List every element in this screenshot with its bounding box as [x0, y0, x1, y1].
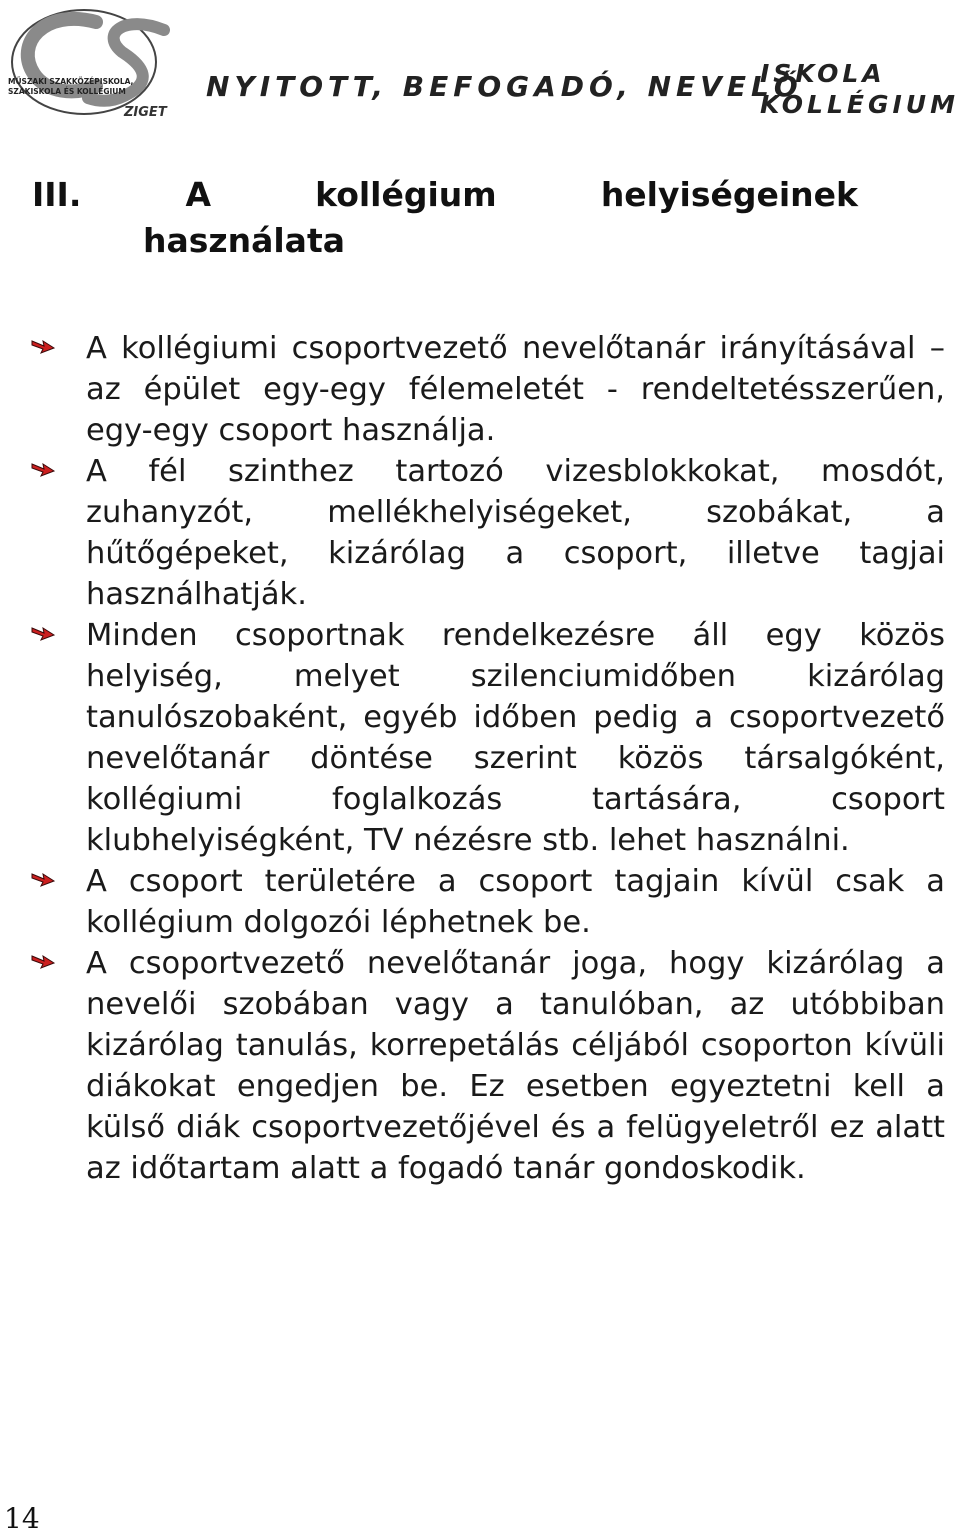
svg-text:ZIGET: ZIGET: [124, 105, 167, 120]
section-heading: [32, 172, 858, 264]
red-arrow-bullet-icon: [30, 953, 56, 969]
svg-text:MŰSZAKI SZAKKÖZÉPISKOLA,: MŰSZAKI SZAKKÖZÉPISKOLA,: [8, 77, 134, 86]
rule-text: A kollégiumi csoportvezető nevelőtanár irányításával – az épület egy-egy félemeletét - rendeltetésszerűen, egy-egy csoport használja.: [86, 331, 945, 448]
list-item: [30, 451, 945, 615]
section-number: III.: [32, 175, 82, 214]
red-arrow-bullet-icon: [30, 871, 56, 887]
section-title-line2: használata: [143, 221, 345, 260]
rules-list: [30, 328, 945, 1189]
rule-text: A csoportvezető nevelőtanár joga, hogy kizárólag a nevelői szobában vagy a tanulóban, az utóbbiban kizárólag tanulás, korrepetálás céljából csoporton kívüli diákokat engedjen be. Ez esetben egyeztetni kell a külső diák csoportvezetőjével és a felügyeletről ez alatt az időtartam alatt a fogadó tanár gondoskodik.: [86, 946, 945, 1186]
section-title-word: helyiségeinek: [600, 175, 858, 214]
school-logo: [4, 4, 180, 122]
school-motto: NYITOTT, BEFOGADÓ, NEVELŐ: [206, 70, 803, 103]
section-title-word: kollégium: [315, 175, 497, 214]
red-arrow-bullet-icon: [30, 338, 56, 354]
list-item: [30, 328, 945, 451]
svg-text:SZAKISKOLA ÉS KOLLÉGIUM: SZAKISKOLA ÉS KOLLÉGIUM: [8, 87, 126, 96]
list-item: [30, 861, 945, 943]
school-type: [760, 58, 959, 120]
rule-text: Minden csoportnak rendelkezésre áll egy közös helyiség, melyet szilenciumidőben kizárólag tanulószobaként, egyéb időben pedig a csoportvezető nevelőtanár döntése szerint közös társalgóként, kollégiumi foglalkozás tartására, csoport klubhelyiségként, TV nézésre stb. lehet használni.: [86, 618, 945, 858]
list-item: [30, 615, 945, 861]
rule-text: A fél szinthez tartozó vizesblokkokat, mosdót, zuhanyzót, mellékhelyiségeket, szobákat, a hűtőgépeket, kizárólag a csoport, illetve tagjai használhatják.: [86, 454, 945, 612]
page-number: 14: [4, 1502, 40, 1535]
section-title-word: A: [185, 175, 212, 214]
school-type-line2: KOLLÉGIUM: [760, 90, 959, 119]
school-logo-emblem: [4, 4, 180, 122]
rule-text: A csoport területére a csoport tagjain kívül csak a kollégium dolgozói léphetnek be.: [86, 864, 945, 940]
list-item: [30, 943, 945, 1189]
red-arrow-bullet-icon: [30, 625, 56, 641]
page-header: [0, 0, 960, 130]
school-type-line1: ISKOLA: [760, 59, 886, 88]
red-arrow-bullet-icon: [30, 461, 56, 477]
